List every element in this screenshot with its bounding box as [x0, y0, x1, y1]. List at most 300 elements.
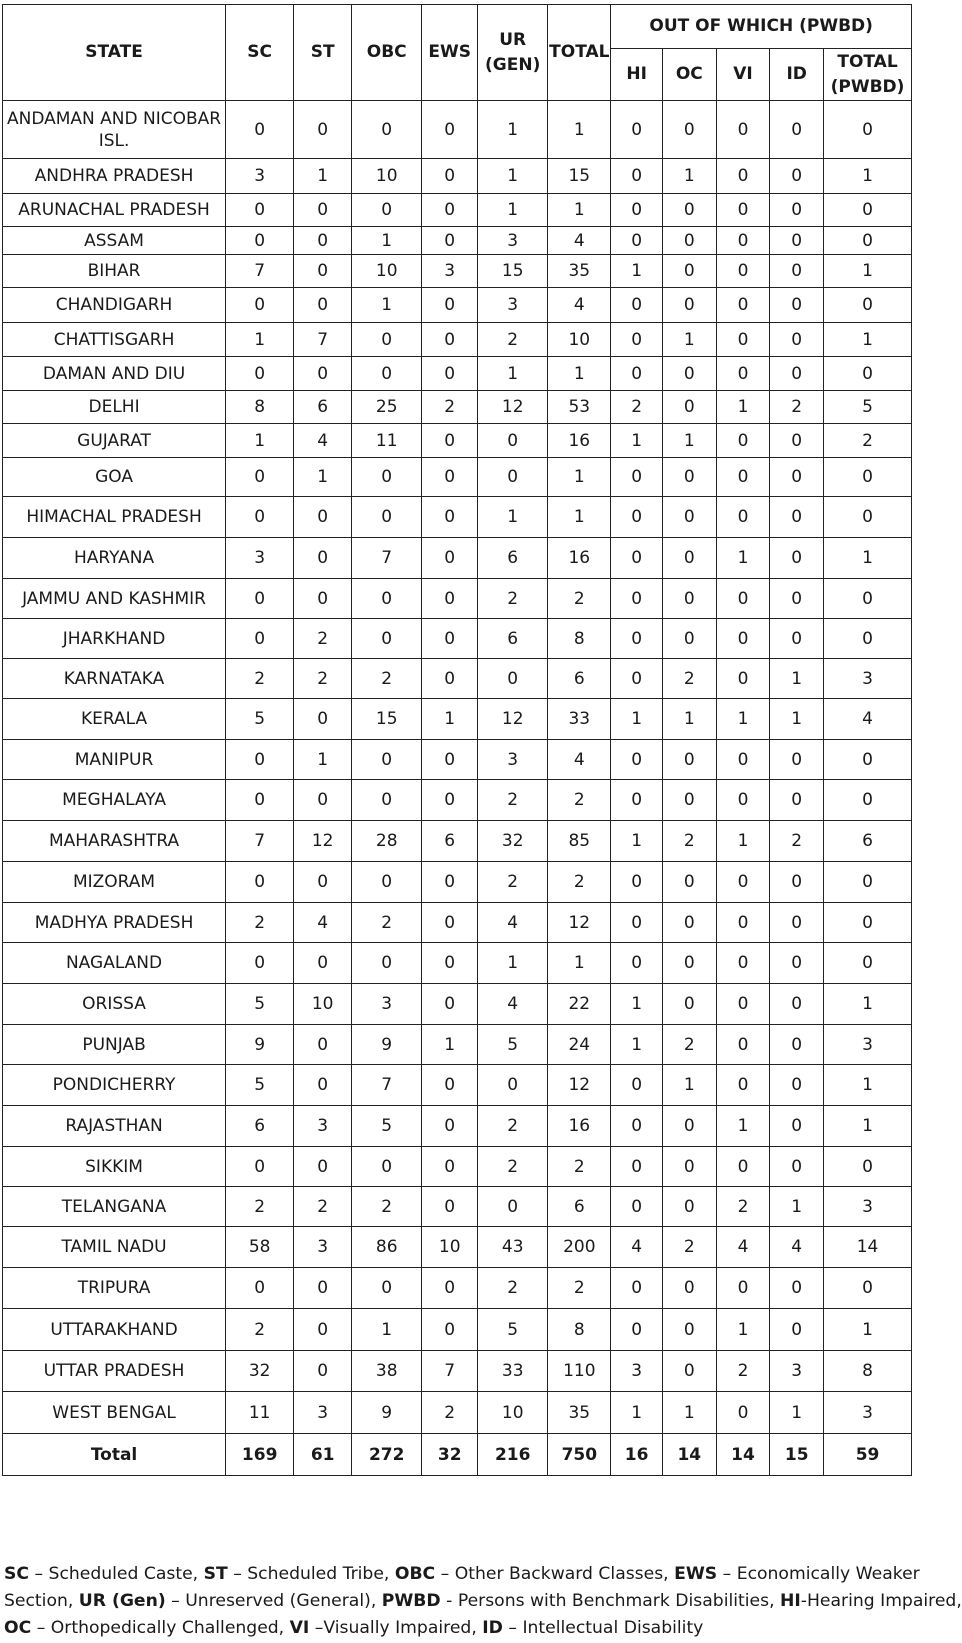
value-cell: 1	[824, 538, 912, 579]
value-cell: 0	[716, 1147, 770, 1187]
value-cell: 0	[611, 1268, 663, 1309]
value-cell: 0	[478, 1065, 548, 1106]
value-cell: 0	[352, 740, 422, 780]
value-cell: 0	[770, 288, 824, 323]
value-cell: 0	[662, 391, 716, 424]
table-row	[3, 1351, 912, 1392]
value-cell: 0	[294, 538, 352, 579]
value-cell: 0	[770, 1025, 824, 1065]
value-cell: 8	[226, 391, 294, 424]
value-cell: 12	[478, 391, 548, 424]
value-cell: 1	[770, 1187, 824, 1227]
value-cell: 0	[226, 101, 294, 159]
value-cell: 0	[716, 255, 770, 288]
value-cell: 0	[611, 1065, 663, 1106]
value-cell: 0	[294, 497, 352, 538]
value-cell: 0	[226, 497, 294, 538]
value-cell: 4	[478, 903, 548, 943]
legend-definition: Scheduled Tribe,	[247, 1564, 395, 1584]
legend-definition: Persons with Benchmark Disabilities,	[457, 1591, 780, 1611]
table-row	[3, 1106, 912, 1147]
value-cell: 0	[611, 740, 663, 780]
value-cell: 0	[352, 780, 422, 821]
table-row	[3, 101, 912, 159]
header-state: STATE	[3, 5, 226, 101]
value-cell: 0	[662, 1187, 716, 1227]
state-cell: BIHAR	[3, 255, 226, 288]
value-cell: 0	[352, 357, 422, 391]
value-cell: 2	[716, 1351, 770, 1392]
value-cell: 10	[422, 1227, 478, 1268]
value-cell: 2	[478, 862, 548, 903]
state-cell: PONDICHERRY	[3, 1065, 226, 1106]
value-cell: 1	[352, 1309, 422, 1351]
legend-abbr: ST	[203, 1564, 228, 1584]
value-cell: 0	[716, 288, 770, 323]
state-cell: MADHYA PRADESH	[3, 903, 226, 943]
value-cell: 0	[662, 227, 716, 255]
value-cell: 0	[824, 227, 912, 255]
value-cell: 0	[611, 943, 663, 984]
value-cell: 0	[662, 1268, 716, 1309]
value-cell: 0	[770, 862, 824, 903]
value-cell: 0	[716, 227, 770, 255]
value-cell: 38	[352, 1351, 422, 1392]
value-cell: 2	[478, 1147, 548, 1187]
legend-definition: Intellectual Disability	[522, 1618, 704, 1638]
value-cell: 0	[662, 1106, 716, 1147]
value-cell: 0	[226, 227, 294, 255]
value-cell: 0	[662, 255, 716, 288]
value-cell: 0	[294, 227, 352, 255]
value-cell: 0	[716, 659, 770, 699]
table-row	[3, 699, 912, 740]
value-cell: 1	[352, 227, 422, 255]
value-cell: 2	[294, 619, 352, 659]
value-cell: 14	[824, 1227, 912, 1268]
state-cell: JHARKHAND	[3, 619, 226, 659]
value-cell: 0	[478, 458, 548, 497]
value-cell: 0	[294, 255, 352, 288]
value-cell: 0	[770, 740, 824, 780]
value-cell: 0	[611, 497, 663, 538]
state-cell: MANIPUR	[3, 740, 226, 780]
value-cell: 0	[352, 101, 422, 159]
header-id: ID	[770, 49, 824, 101]
value-cell: 4	[478, 984, 548, 1025]
value-cell: 0	[824, 357, 912, 391]
state-cell: ASSAM	[3, 227, 226, 255]
value-cell: 6	[294, 391, 352, 424]
value-cell: 0	[294, 288, 352, 323]
value-cell: 2	[352, 903, 422, 943]
value-cell: 0	[716, 1392, 770, 1434]
header-total-pwbd-line2: (PWBD)	[830, 76, 905, 97]
value-cell: 0	[611, 1309, 663, 1351]
value-cell: 0	[611, 458, 663, 497]
value-cell: 6	[478, 619, 548, 659]
legend-separator: –	[29, 1564, 49, 1584]
value-cell: 0	[422, 227, 478, 255]
value-cell: 0	[824, 943, 912, 984]
total-value-cell: 14	[716, 1434, 770, 1476]
value-cell: 0	[716, 1268, 770, 1309]
value-cell: 1	[662, 699, 716, 740]
value-cell: 1	[824, 1065, 912, 1106]
value-cell: 33	[478, 1351, 548, 1392]
value-cell: 0	[716, 1025, 770, 1065]
value-cell: 15	[352, 699, 422, 740]
header-total-pwbd-line1: TOTAL	[837, 51, 898, 72]
value-cell: 4	[294, 424, 352, 458]
table-row	[3, 1065, 912, 1106]
value-cell: 0	[824, 862, 912, 903]
value-cell: 12	[548, 903, 611, 943]
value-cell: 1	[770, 699, 824, 740]
value-cell: 0	[478, 424, 548, 458]
value-cell: 0	[226, 1147, 294, 1187]
value-cell: 0	[611, 227, 663, 255]
value-cell: 10	[478, 1392, 548, 1434]
state-cell: PUNJAB	[3, 1025, 226, 1065]
value-cell: 0	[770, 497, 824, 538]
legend-separator: -	[440, 1591, 458, 1611]
value-cell: 7	[352, 1065, 422, 1106]
value-cell: 3	[478, 288, 548, 323]
value-cell: 0	[611, 1187, 663, 1227]
value-cell: 0	[422, 1106, 478, 1147]
table-row	[3, 1147, 912, 1187]
value-cell: 0	[770, 579, 824, 619]
legend-abbr: ID	[482, 1618, 503, 1638]
header-ur-line2: (GEN)	[485, 54, 541, 75]
value-cell: 1	[770, 659, 824, 699]
value-cell: 2	[662, 659, 716, 699]
value-cell: 0	[662, 780, 716, 821]
value-cell: 0	[662, 458, 716, 497]
value-cell: 2	[770, 391, 824, 424]
value-cell: 0	[611, 357, 663, 391]
state-cell: TRIPURA	[3, 1268, 226, 1309]
value-cell: 3	[611, 1351, 663, 1392]
value-cell: 5	[226, 1065, 294, 1106]
value-cell: 0	[611, 323, 663, 357]
value-cell: 0	[226, 862, 294, 903]
value-cell: 1	[478, 943, 548, 984]
value-cell: 12	[294, 821, 352, 862]
table-row	[3, 194, 912, 227]
value-cell: 4	[824, 699, 912, 740]
value-cell: 0	[824, 497, 912, 538]
legend-definition: Scheduled Caste,	[48, 1564, 204, 1584]
value-cell: 4	[716, 1227, 770, 1268]
total-value-cell: 59	[824, 1434, 912, 1476]
value-cell: 0	[294, 1147, 352, 1187]
value-cell: 0	[716, 194, 770, 227]
value-cell: 3	[824, 659, 912, 699]
value-cell: 1	[548, 194, 611, 227]
state-cell: GUJARAT	[3, 424, 226, 458]
value-cell: 1	[824, 323, 912, 357]
value-cell: 0	[824, 194, 912, 227]
value-cell: 0	[226, 943, 294, 984]
value-cell: 1	[611, 1025, 663, 1065]
legend-definition: Visually Impaired,	[323, 1618, 483, 1638]
value-cell: 2	[226, 1187, 294, 1227]
value-cell: 3	[478, 227, 548, 255]
value-cell: 0	[716, 1065, 770, 1106]
value-cell: 3	[824, 1187, 912, 1227]
value-cell: 2	[478, 1106, 548, 1147]
table-row	[3, 984, 912, 1025]
value-cell: 1	[770, 1392, 824, 1434]
state-cell: TAMIL NADU	[3, 1227, 226, 1268]
value-cell: 5	[478, 1025, 548, 1065]
value-cell: 0	[294, 1351, 352, 1392]
legend-definition: Unreserved (General),	[185, 1591, 382, 1611]
value-cell: 0	[422, 1065, 478, 1106]
value-cell: 0	[770, 1147, 824, 1187]
value-cell: 1	[662, 1392, 716, 1434]
value-cell: 2	[770, 821, 824, 862]
value-cell: 2	[662, 1025, 716, 1065]
legend-separator: –	[502, 1618, 523, 1638]
state-cell: JAMMU AND KASHMIR	[3, 579, 226, 619]
value-cell: 0	[226, 357, 294, 391]
value-cell: 0	[611, 1147, 663, 1187]
value-cell: 0	[662, 1309, 716, 1351]
value-cell: 1	[716, 699, 770, 740]
value-cell: 0	[716, 780, 770, 821]
value-cell: 0	[770, 619, 824, 659]
value-cell: 0	[770, 357, 824, 391]
value-cell: 11	[352, 424, 422, 458]
value-cell: 0	[716, 357, 770, 391]
value-cell: 0	[352, 579, 422, 619]
legend-abbr: VI	[289, 1618, 310, 1638]
value-cell: 1	[716, 1106, 770, 1147]
state-cell: KERALA	[3, 699, 226, 740]
value-cell: 5	[226, 699, 294, 740]
value-cell: 5	[824, 391, 912, 424]
value-cell: 0	[422, 101, 478, 159]
state-cell: HIMACHAL PRADESH	[3, 497, 226, 538]
value-cell: 86	[352, 1227, 422, 1268]
value-cell: 0	[770, 424, 824, 458]
value-cell: 1	[716, 1309, 770, 1351]
value-cell: 3	[478, 740, 548, 780]
value-cell: 0	[716, 903, 770, 943]
value-cell: 0	[770, 255, 824, 288]
value-cell: 0	[824, 579, 912, 619]
value-cell: 0	[352, 862, 422, 903]
value-cell: 0	[770, 323, 824, 357]
value-cell: 0	[352, 1268, 422, 1309]
state-cell: DAMAN AND DIU	[3, 357, 226, 391]
value-cell: 0	[716, 101, 770, 159]
value-cell: 3	[294, 1227, 352, 1268]
value-cell: 4	[294, 903, 352, 943]
legend-definition: Orthopedically Challenged,	[50, 1618, 290, 1638]
value-cell: 0	[611, 862, 663, 903]
value-cell: 0	[611, 659, 663, 699]
value-cell: 1	[611, 424, 663, 458]
table-row	[3, 1392, 912, 1434]
legend-abbr: OBC	[394, 1564, 436, 1584]
value-cell: 0	[716, 740, 770, 780]
value-cell: 2	[478, 323, 548, 357]
table-row	[3, 391, 912, 424]
value-cell: 53	[548, 391, 611, 424]
value-cell: 0	[770, 458, 824, 497]
value-cell: 5	[226, 984, 294, 1025]
value-cell: 0	[770, 101, 824, 159]
value-cell: 0	[662, 538, 716, 579]
total-value-cell: 750	[548, 1434, 611, 1476]
value-cell: 1	[611, 984, 663, 1025]
value-cell: 9	[352, 1025, 422, 1065]
value-cell: 2	[352, 1187, 422, 1227]
value-cell: 0	[716, 943, 770, 984]
value-cell: 3	[294, 1392, 352, 1434]
table-row	[3, 255, 912, 288]
state-cell: ANDHRA PRADESH	[3, 159, 226, 194]
total-value-cell: 216	[478, 1434, 548, 1476]
value-cell: 0	[294, 1309, 352, 1351]
value-cell: 33	[548, 699, 611, 740]
table-row	[3, 780, 912, 821]
value-cell: 1	[478, 357, 548, 391]
value-cell: 12	[478, 699, 548, 740]
state-cell: MAHARASHTRA	[3, 821, 226, 862]
legend-separator: –	[165, 1591, 186, 1611]
value-cell: 1	[662, 424, 716, 458]
value-cell: 1	[478, 194, 548, 227]
value-cell: 0	[352, 323, 422, 357]
value-cell: 2	[422, 391, 478, 424]
value-cell: 2	[422, 1392, 478, 1434]
total-value-cell: 169	[226, 1434, 294, 1476]
value-cell: 7	[294, 323, 352, 357]
legend-abbr: EWS	[674, 1564, 718, 1584]
value-cell: 32	[478, 821, 548, 862]
value-cell: 28	[352, 821, 422, 862]
value-cell: 0	[611, 579, 663, 619]
value-cell: 1	[611, 821, 663, 862]
legend-separator: –	[717, 1564, 737, 1584]
value-cell: 1	[824, 1106, 912, 1147]
table-row	[3, 579, 912, 619]
value-cell: 6	[548, 659, 611, 699]
state-cell: HARYANA	[3, 538, 226, 579]
value-cell: 0	[716, 424, 770, 458]
value-cell: 2	[548, 1268, 611, 1309]
table-row	[3, 458, 912, 497]
value-cell: 0	[662, 497, 716, 538]
value-cell: 0	[422, 497, 478, 538]
state-cell: ORISSA	[3, 984, 226, 1025]
value-cell: 0	[422, 538, 478, 579]
value-cell: 0	[226, 780, 294, 821]
total-value-cell: 14	[662, 1434, 716, 1476]
value-cell: 0	[770, 943, 824, 984]
value-cell: 11	[226, 1392, 294, 1434]
total-label-cell: Total	[3, 1434, 226, 1476]
value-cell: 6	[226, 1106, 294, 1147]
value-cell: 0	[662, 357, 716, 391]
value-cell: 0	[716, 497, 770, 538]
value-cell: 0	[422, 194, 478, 227]
value-cell: 2	[548, 579, 611, 619]
value-cell: 1	[422, 1025, 478, 1065]
header-obc: OBC	[352, 5, 422, 101]
header-total: TOTAL	[548, 5, 611, 101]
value-cell: 0	[611, 194, 663, 227]
legend-separator: -	[800, 1591, 807, 1611]
value-cell: 0	[662, 1147, 716, 1187]
total-value-cell: 15	[770, 1434, 824, 1476]
value-cell: 0	[226, 619, 294, 659]
value-cell: 1	[548, 458, 611, 497]
value-cell: 7	[226, 821, 294, 862]
value-cell: 0	[226, 194, 294, 227]
value-cell: 0	[611, 538, 663, 579]
value-cell: 0	[824, 619, 912, 659]
value-cell: 0	[422, 984, 478, 1025]
value-cell: 4	[548, 227, 611, 255]
value-cell: 6	[548, 1187, 611, 1227]
value-cell: 1	[226, 323, 294, 357]
value-cell: 0	[662, 903, 716, 943]
header-hi: HI	[611, 49, 663, 101]
value-cell: 4	[548, 740, 611, 780]
value-cell: 3	[294, 1106, 352, 1147]
value-cell: 0	[770, 159, 824, 194]
value-cell: 2	[548, 780, 611, 821]
value-cell: 5	[478, 1309, 548, 1351]
value-cell: 4	[548, 288, 611, 323]
value-cell: 0	[824, 1147, 912, 1187]
legend-definition: Other Backward Classes,	[454, 1564, 675, 1584]
value-cell: 0	[716, 579, 770, 619]
value-cell: 1	[611, 1392, 663, 1434]
value-cell: 2	[824, 424, 912, 458]
value-cell: 22	[548, 984, 611, 1025]
value-cell: 0	[611, 101, 663, 159]
value-cell: 3	[422, 255, 478, 288]
value-cell: 0	[352, 497, 422, 538]
value-cell: 0	[422, 1187, 478, 1227]
value-cell: 9	[352, 1392, 422, 1434]
value-cell: 0	[294, 780, 352, 821]
value-cell: 1	[824, 1309, 912, 1351]
value-cell: 0	[611, 619, 663, 659]
value-cell: 0	[226, 458, 294, 497]
value-cell: 1	[352, 288, 422, 323]
value-cell: 1	[478, 101, 548, 159]
value-cell: 1	[548, 357, 611, 391]
value-cell: 0	[611, 780, 663, 821]
value-cell: 0	[770, 1268, 824, 1309]
state-cell: KARNATAKA	[3, 659, 226, 699]
legend-definition: Economically Weaker Section,	[4, 1564, 920, 1611]
value-cell: 7	[422, 1351, 478, 1392]
state-cell: CHATTISGARH	[3, 323, 226, 357]
value-cell: 0	[422, 424, 478, 458]
value-cell: 25	[352, 391, 422, 424]
value-cell: 0	[226, 579, 294, 619]
table-row	[3, 740, 912, 780]
